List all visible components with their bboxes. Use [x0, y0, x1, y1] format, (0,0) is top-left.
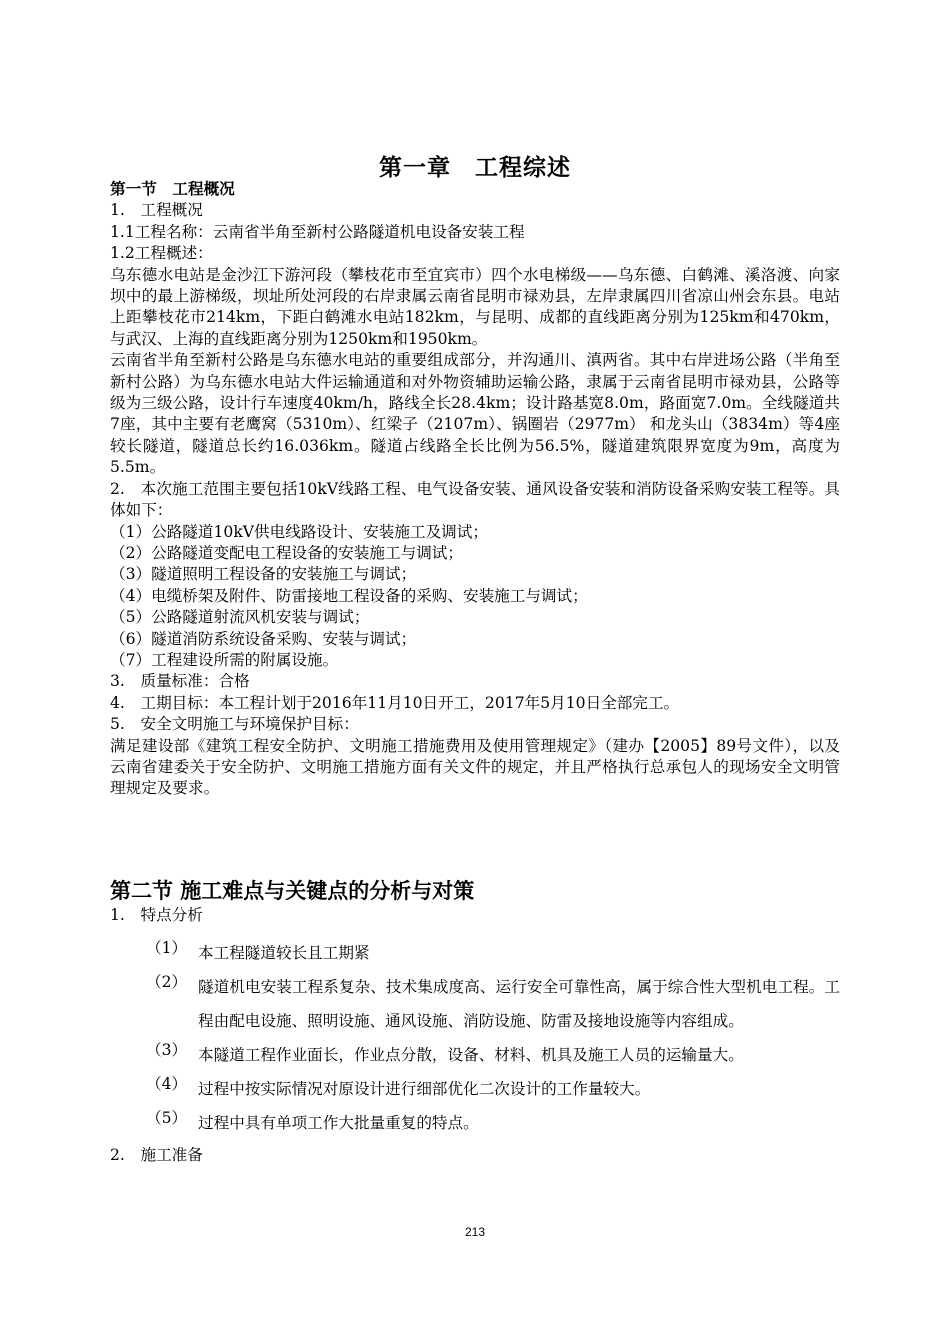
list-item: （1）公路隧道10kV供电线路设计、安装施工及调试；: [110, 522, 488, 541]
list-item: [110, 936, 840, 970]
subheading: 1. 特点分析: [110, 906, 203, 924]
paragraph: 1.2工程概述：: [110, 244, 213, 263]
list-item: （7）工程建设所需的附属设施。: [110, 650, 339, 669]
paragraph: 1.1工程名称：云南省半角至新村公路隧道机电设备安装工程: [110, 222, 525, 241]
item-number: （2）: [146, 973, 188, 991]
list-item: [110, 1072, 840, 1106]
subheading: 2. 施工准备: [110, 1146, 203, 1164]
section2-heading: 第二节 施工难点与关键点的分析与对策: [110, 879, 475, 903]
item-text: 本隧道工程作业面长，作业点分散，设备、材料、机具及施工人员的运输量大。: [198, 1046, 744, 1064]
item-text: 隧道机电安装工程系复杂、技术集成度高、运行安全可靠性高，属于综合性大型机电工程。工程由配电设施、照明设施、通风设施、消防设施、防雷及接地设施等内容组成。: [198, 978, 840, 1030]
item-number: （3）: [146, 1041, 188, 1059]
item-number: （1）: [146, 939, 188, 957]
paragraph: 5. 安全文明施工与环境保护目标：: [110, 715, 359, 734]
paragraph: 4. 工期目标：本工程计划于2016年11月10日开工，2017年5月10日全部完工。: [110, 693, 680, 712]
list-item: （4）电缆桥架及附件、防雷接地工程设备的采购、安装施工与调试；: [110, 586, 588, 605]
page-number: 213: [464, 1225, 486, 1239]
paragraph: 云南省半角至新村公路是乌东德水电站的重要组成部分，并沟通川、滇两省。其中右岸进场公路（半角至新村公路）为乌东德水电站大件运输通道和对外物资辅助运输公路，隶属于云南省昆明市禄劝县，公路等级为三级公路，设计行车速度40km/h，路线全长28.4km；设计路基宽8.0m，路面宽7.0m。全线隧道共7座，其中主要有老鹰窝（5310m）、红梁子（2107m）、锅圈岩（2977m） 和龙头山（3834m）等4座较长隧道，隧道总长约16.036km。隧道占线路全长比例为56.5%，隧道建筑限界宽度为9m，高度为5.5m。: [110, 351, 840, 477]
paragraph: 1. 工程概况: [110, 201, 203, 220]
paragraph: 满足建设部《建筑工程安全防护、文明施工措施费用及使用管理规定》（建办【2005】89号文件），以及云南省建委关于安全防护、文明施工措施方面有关文件的规定，并且严格执行总承包人的现场安全文明管理规定及要求。: [110, 736, 840, 798]
item-text: 过程中按实际情况对原设计进行细部优化二次设计的工作量较大。: [198, 1080, 651, 1098]
item-text: 本工程隧道较长且工期紧: [198, 944, 370, 962]
list-item: （3）隧道照明工程设备的安装施工与调试；: [110, 565, 417, 584]
item-text: 过程中具有单项工作大批量重复的特点。: [198, 1114, 479, 1132]
section1-heading: 第一节 工程概况: [110, 180, 235, 198]
list-item: （5）公路隧道射流风机安装与调试；: [110, 608, 370, 627]
section2-body: [110, 904, 840, 1166]
list-item: [110, 1038, 840, 1072]
paragraph: 乌东德水电站是金沙江下游河段（攀枝花市至宜宾市）四个水电梯级——乌东德、白鹤滩、溪洛渡、向家坝中的最上游梯级，坝址所处河段的右岸隶属云南省昆明市禄劝县，左岸隶属四川省凉山州会东县。电站上距攀枝花市214km，下距白鹤滩水电站182km，与昆明、成都的直线距离分别为125km和470km，与武汉、上海的直线距离分别为1250km和1950km。: [110, 265, 840, 348]
paragraph: 3. 质量标准：合格: [110, 672, 250, 691]
item-number: （5）: [146, 1109, 188, 1127]
list-item: （2）公路隧道变配电工程设备的安装施工与调试；: [110, 543, 463, 562]
list-item: [110, 970, 840, 1038]
section1-body: [110, 179, 840, 800]
paragraph: 2. 本次施工范围主要包括10kV线路工程、电气设备安装、通风设备安装和消防设备采购安装工程等。具体如下：: [110, 479, 840, 520]
list-item: [110, 1106, 840, 1140]
list-item: （6）隧道消防系统设备采购、安装与调试；: [110, 629, 417, 648]
item-number: （4）: [146, 1075, 188, 1093]
chapter-title: 第一章 工程综述: [379, 155, 571, 181]
